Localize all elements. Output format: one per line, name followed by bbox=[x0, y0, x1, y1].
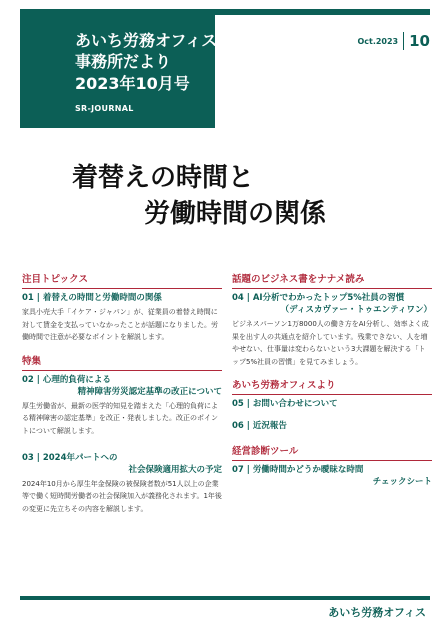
office-name: あいち労務オフィス bbox=[75, 31, 218, 50]
main-title bbox=[72, 160, 326, 232]
main-title-line2: 労働時間の関係 bbox=[144, 199, 327, 229]
main-title-line1: 着替えの時間と bbox=[72, 163, 255, 193]
article-03-body: 2024年10月から厚生年金保険の被保険者数が51人以上の企業等で働く短時間労働者の社会保険加入が義務化されます。1年後の変更に先立ちその内容を解説します。 bbox=[22, 479, 222, 513]
newsletter-name: 事務所だより bbox=[75, 52, 172, 71]
section-heading-diagnosis: 経営診断ツール bbox=[232, 446, 432, 461]
article-04-title-line1[interactable]: 04 | AI分析でわかったトップ5%社員の習慣 bbox=[232, 293, 405, 303]
section-heading-books: 話題のビジネス書をナナメ読み bbox=[232, 274, 432, 289]
article-02-title-line2[interactable]: 精神障害労災認定基準の改正について bbox=[77, 386, 222, 397]
issue-month: Oct.2023 bbox=[357, 36, 399, 46]
journal-name: SR-JOURNAL bbox=[75, 104, 134, 113]
issue-badge bbox=[357, 32, 430, 50]
issue-number: 10 bbox=[409, 32, 430, 50]
issue-label: 2023年10月号 bbox=[75, 74, 190, 93]
article-03-title-line2[interactable]: 社会保険適用拡大の予定 bbox=[128, 464, 222, 475]
article-02-body: 厚生労働省が、最新の医学的知見を踏まえた「心理的負荷による精神障害の認定基準」を改正・発表しました。改正のポイントについて解説します。 bbox=[22, 401, 218, 435]
article-06-title[interactable]: 06 | 近況報告 bbox=[232, 421, 287, 432]
right-column bbox=[232, 274, 432, 488]
masthead bbox=[20, 15, 218, 128]
article-04-title-line2[interactable]: （ディスカヴァー・トゥエンティワン） bbox=[280, 305, 432, 315]
section-heading-office: あいち労務オフィスより bbox=[232, 380, 432, 395]
article-01-body: 家具小売大手「イケア・ジャパン」が、従業員の着替え時間に対して賃金を支払っていなかったことが話題になりました。労働時間で注意が必要なポイントを解説します。 bbox=[22, 308, 218, 342]
article-01-title[interactable]: 01 | 着替えの時間と労働時間の関係 bbox=[22, 293, 162, 303]
section-heading-feature: 特集 bbox=[22, 356, 222, 371]
article-03-title-line1[interactable]: 03 | 2024年パートへの bbox=[22, 452, 118, 463]
article-05-title[interactable]: 05 | お問い合わせについて bbox=[232, 399, 338, 410]
article-04-body: ビジネスパーソン1万8000人の働き方をAI分析し、効率よく成果を出す人の共通点を紹介しています。残業できない、人を増やせない、仕事量は変わらないという3大課題を解決する「トップ5%社員の習慣」を見てみましょう。 bbox=[232, 320, 429, 366]
bottom-accent-bar bbox=[20, 596, 430, 600]
article-02-title-line1[interactable]: 02 | 心理的負荷による bbox=[22, 374, 111, 385]
section-heading-topics: 注目トピックス bbox=[22, 274, 222, 289]
left-column bbox=[22, 274, 222, 515]
article-07-title-line1[interactable]: 07 | 労働時間かどうか曖昧な時間 bbox=[232, 465, 364, 476]
footer-brand: あいち労務オフィス bbox=[328, 606, 426, 619]
article-07-title-line2[interactable]: チェックシート bbox=[372, 477, 432, 488]
